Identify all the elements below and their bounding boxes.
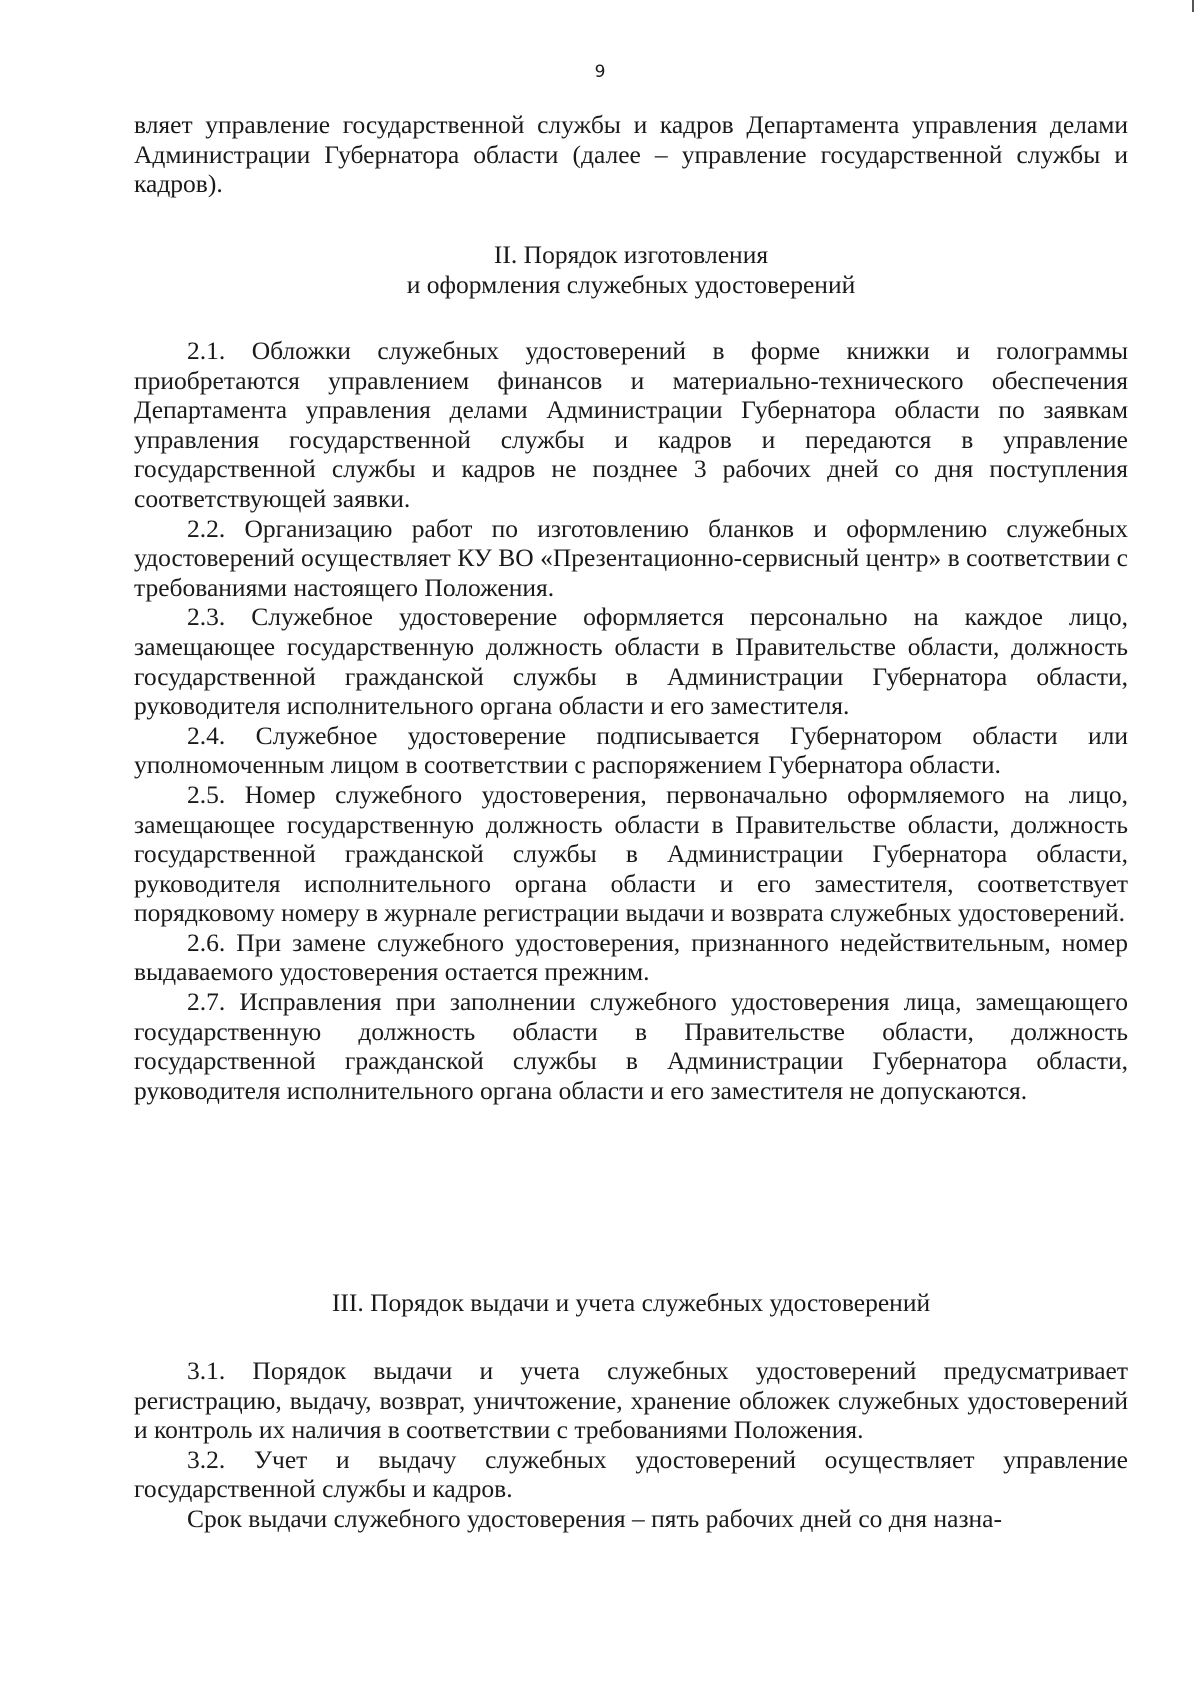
- paragraph-2-3: 2.3. Служебное удостоверение оформляется персонально на каждое лицо, замещающее государственную должность области в Правительстве области, должность государственной гражданской службы в Администрации Губернатора области, руководителя исполнительного органа области и его заместителя.: [134, 602, 1128, 721]
- section-2-heading: [134, 240, 1128, 299]
- paragraph-2-6: 2.6. При замене служебного удостоверения, признанного недействительным, номер выдаваемого удостоверения остается прежним.: [134, 927, 1128, 987]
- paragraph-2-2: 2.2. Организацию работ по изготовлению бланков и оформлению служебных удостоверений осуществляет КУ ВО «Презентационно-сервисный центр» в соответствии с требованиями настоящего Положения.: [134, 513, 1128, 602]
- paragraph-2-4: 2.4. Служебное удостоверение подписывается Губернатором области или уполномоченным лицом в соответствии с распоряжением Губернатора области.: [134, 720, 1128, 780]
- paragraph-2-1: 2.1. Обложки служебных удостоверений в форме книжки и голограммы приобретаются управлением финансов и материально-технического обеспечения Департамента управления делами Администрации Губернатора области по заявкам управления государственной службы и кадров и передаются в управление государственной службы и кадров не позднее 3 рабочих дней со дня поступления соответствующей заявки.: [134, 336, 1128, 513]
- section-2-heading-line-2: и оформления служебных удостоверений: [406, 269, 856, 299]
- section-3-body: [134, 1356, 1128, 1534]
- paragraph-2-7: 2.7. Исправления при заполнении служебного удостоверения лица, замещающего государственную должность области в Правительстве области, должность государственной гражданской службы в Администрации Губернатора области, руководителя исполнительного органа области и его заместителя не допускаются.: [134, 987, 1128, 1105]
- page-number: 9: [594, 62, 606, 82]
- paragraph-3-2-term: Срок выдачи служебного удостоверения – пять рабочих дней со дня назна-: [187, 1503, 1002, 1533]
- section-2-heading-line-1: II. Порядок изготовления: [493, 240, 769, 269]
- section-3-heading: III. Порядок выдачи и учета служебных удостоверений: [331, 1288, 931, 1317]
- intro-paragraph: вляет управление государственной службы и кадров Департамента управления делами Администрации Губернатора области (далее – управление государственной службы и кадров).: [134, 110, 1128, 199]
- paragraph-3-2: 3.2. Учет и выдачу служебных удостоверений осуществляет управление государственной службы и кадров.: [134, 1444, 1128, 1504]
- paragraph-2-5: 2.5. Номер служебного удостоверения, первоначально оформляемого на лицо, замещающее государственную должность области в Правительстве области, должность государственной гражданской службы в Администрации Губернатора области, руководителя исполнительного органа области и его заместителя, соответствует порядковому номеру в журнале регистрации выдачи и возврата служебных удостоверений.: [134, 779, 1128, 928]
- paragraph-3-1: 3.1. Порядок выдачи и учета служебных удостоверений предусматривает регистрацию, выдачу, возврат, уничтожение, хранение обложек служебных удостоверений и контроль их наличия в соответствии с требованиями Положения.: [134, 1356, 1128, 1445]
- scan-edge-mark: [1192, 0, 1194, 12]
- section-2-body: [134, 336, 1128, 1105]
